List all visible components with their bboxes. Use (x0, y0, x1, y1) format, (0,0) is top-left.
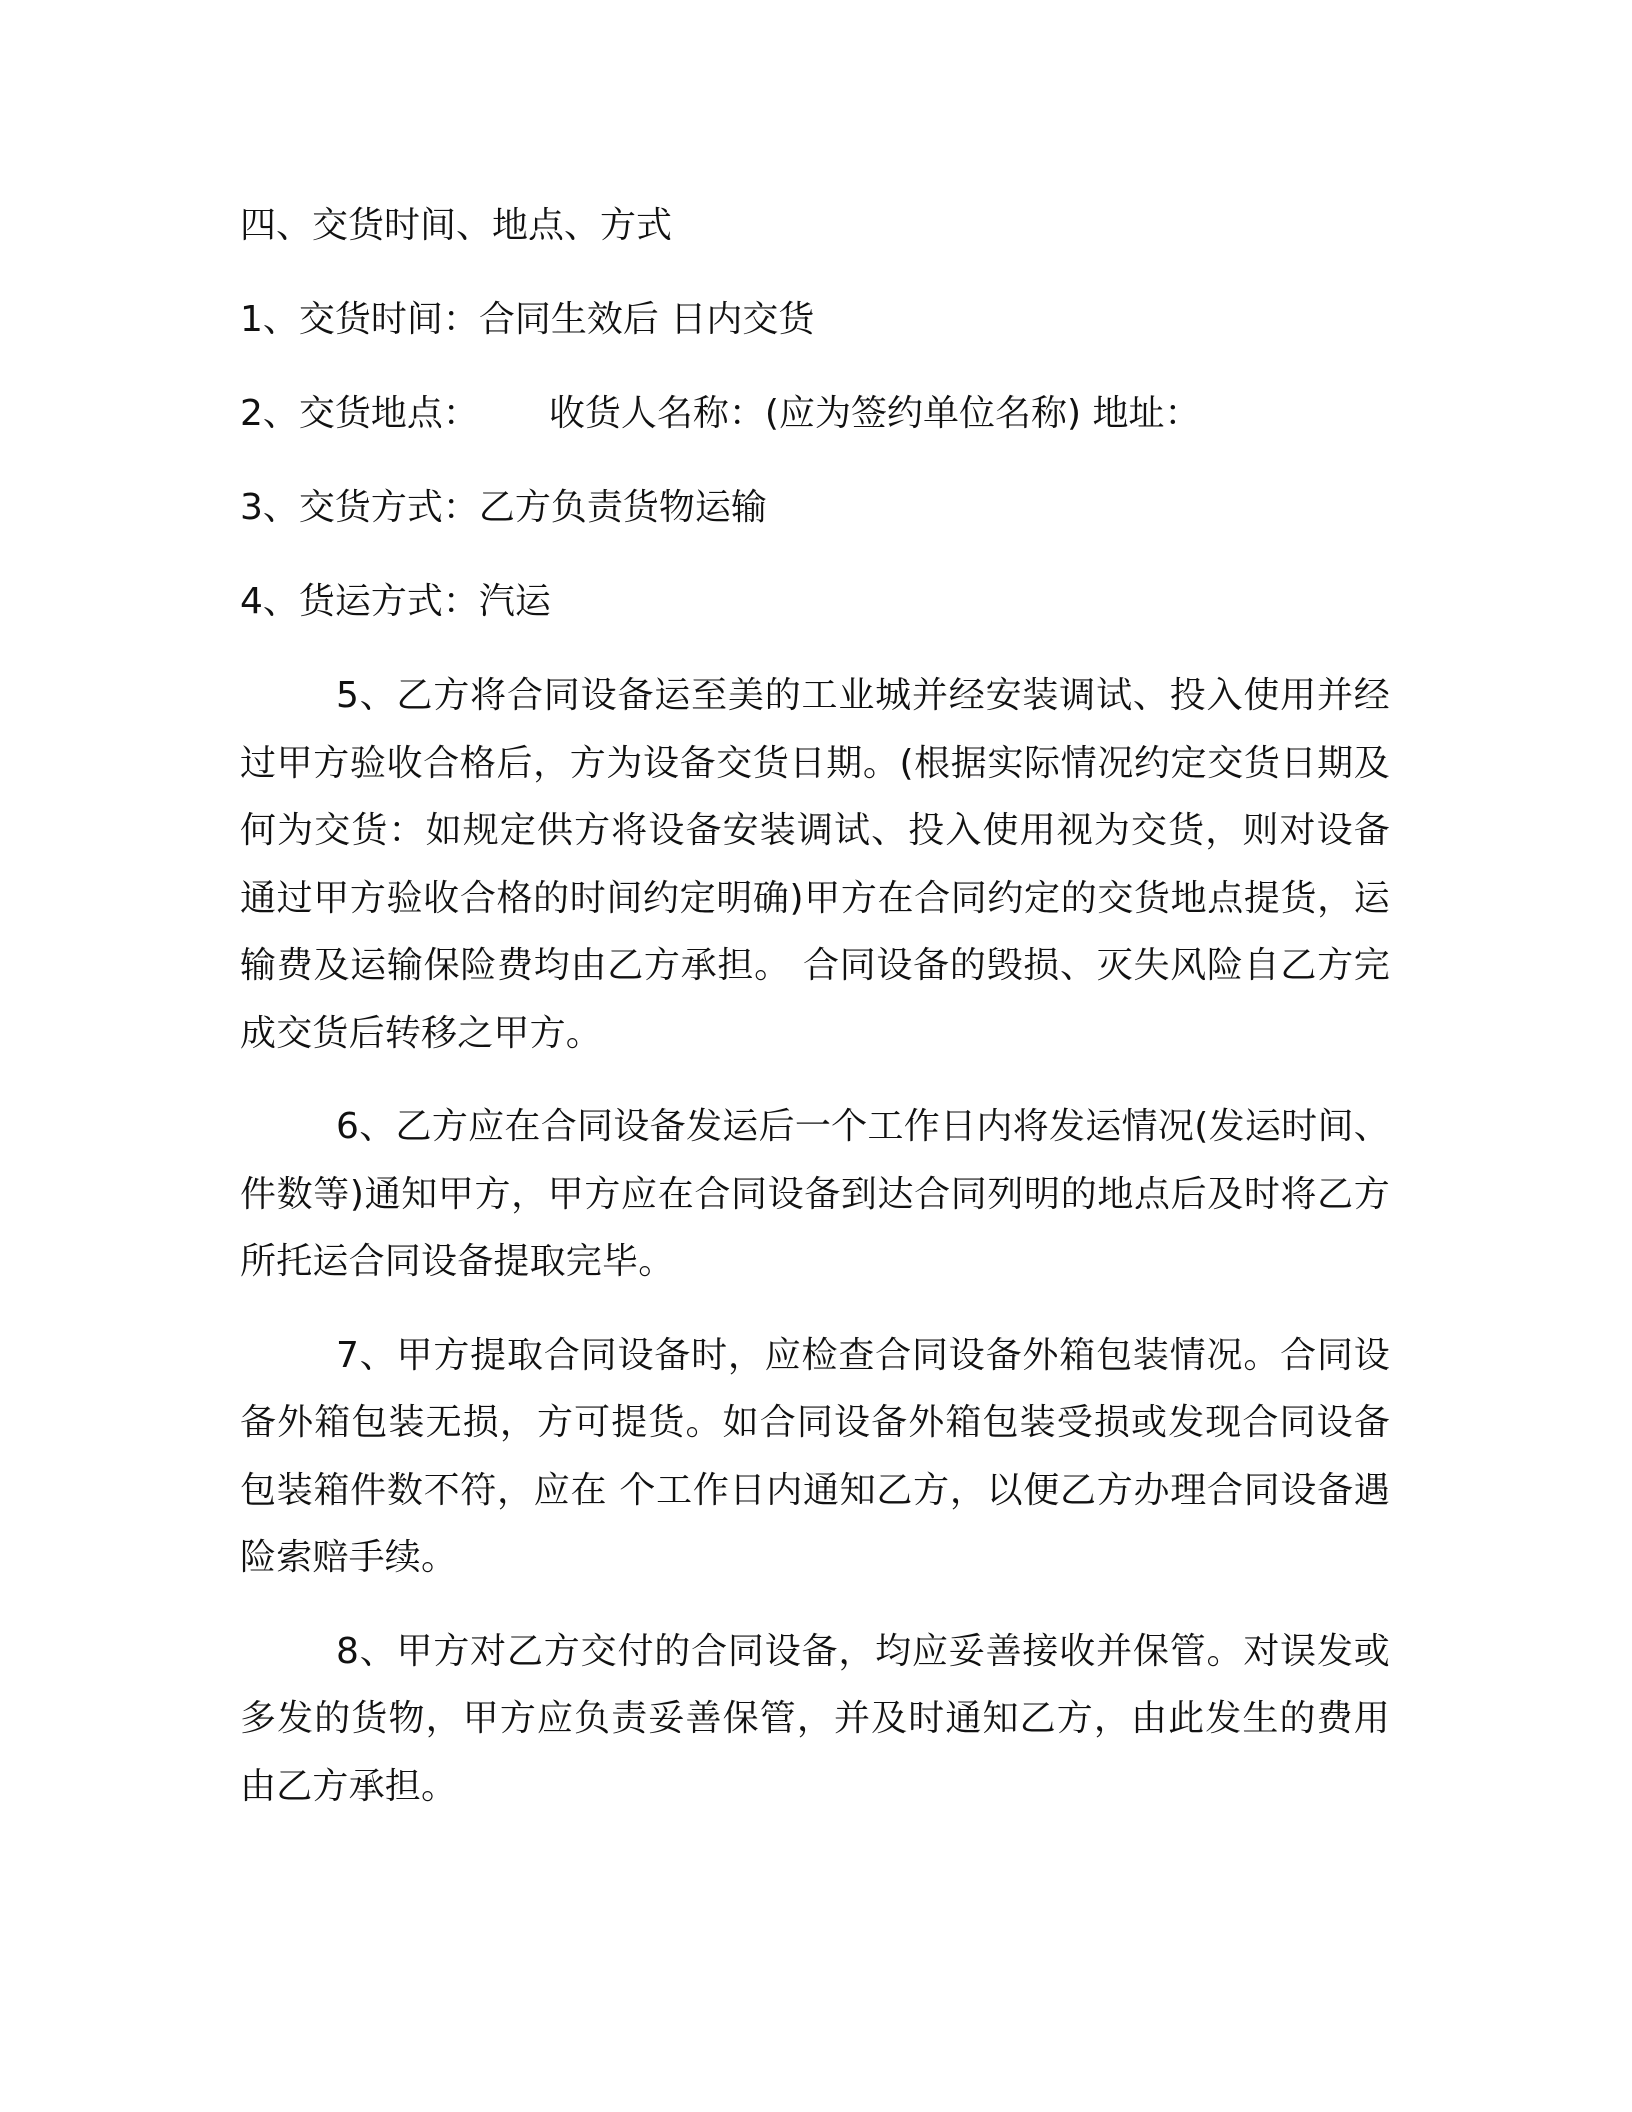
clause-inspection: 7、甲方提取合同设备时，应检查合同设备外箱包装情况。合同设备外箱包装无损，方可提货。如合同设备外箱包装受损或发现合同设备包装箱件数不符，应在 个工作日内通知乙方，以便乙方办理合同设备遇险索赔手续。 (240, 1334, 1390, 1578)
clause-delivery-place (240, 380, 1390, 447)
section-heading: 四、交货时间、地点、方式 (240, 205, 673, 246)
clause-custody: 8、甲方对乙方交付的合同设备，均应妥善接收并保管。对误发或多发的货物，甲方应负责妥善保管，并及时通知乙方，由此发生的费用由乙方承担。 (240, 1630, 1390, 1807)
clause-delivery-place-detail: 收货人名称：(应为签约单位名称) 地址： (548, 393, 1201, 434)
clause-delivery-time: 1、交货时间：合同生效后 日内交货 (240, 299, 815, 340)
clause-delivery-date: 5、乙方将合同设备运至美的工业城并经安装调试、投入使用并经过甲方验收合格后，方为设备交货日期。(根据实际情况约定交货日期及何为交货：如规定供方将设备安装调试、投入使用视为交货，则对设备通过甲方验收合格的时间约定明确)甲方在合同约定的交货地点提货，运输费及运输保险费均由乙方承担。 合同设备的毁损、灭失风险自乙方完成交货后转移之甲方。 (240, 675, 1390, 1054)
document-body (240, 192, 1390, 1846)
clause-delivery-method: 3、交货方式：乙方负责货物运输 (240, 487, 767, 528)
clause-transport-method: 4、货运方式：汽运 (240, 581, 551, 622)
clause-delivery-place-label: 2、交货地点： (240, 393, 479, 434)
clause-shipping-notice: 6、乙方应在合同设备发运后一个工作日内将发运情况(发运时间、件数等)通知甲方，甲方应在合同设备到达合同列明的地点后及时将乙方所托运合同设备提取完毕。 (240, 1106, 1390, 1282)
